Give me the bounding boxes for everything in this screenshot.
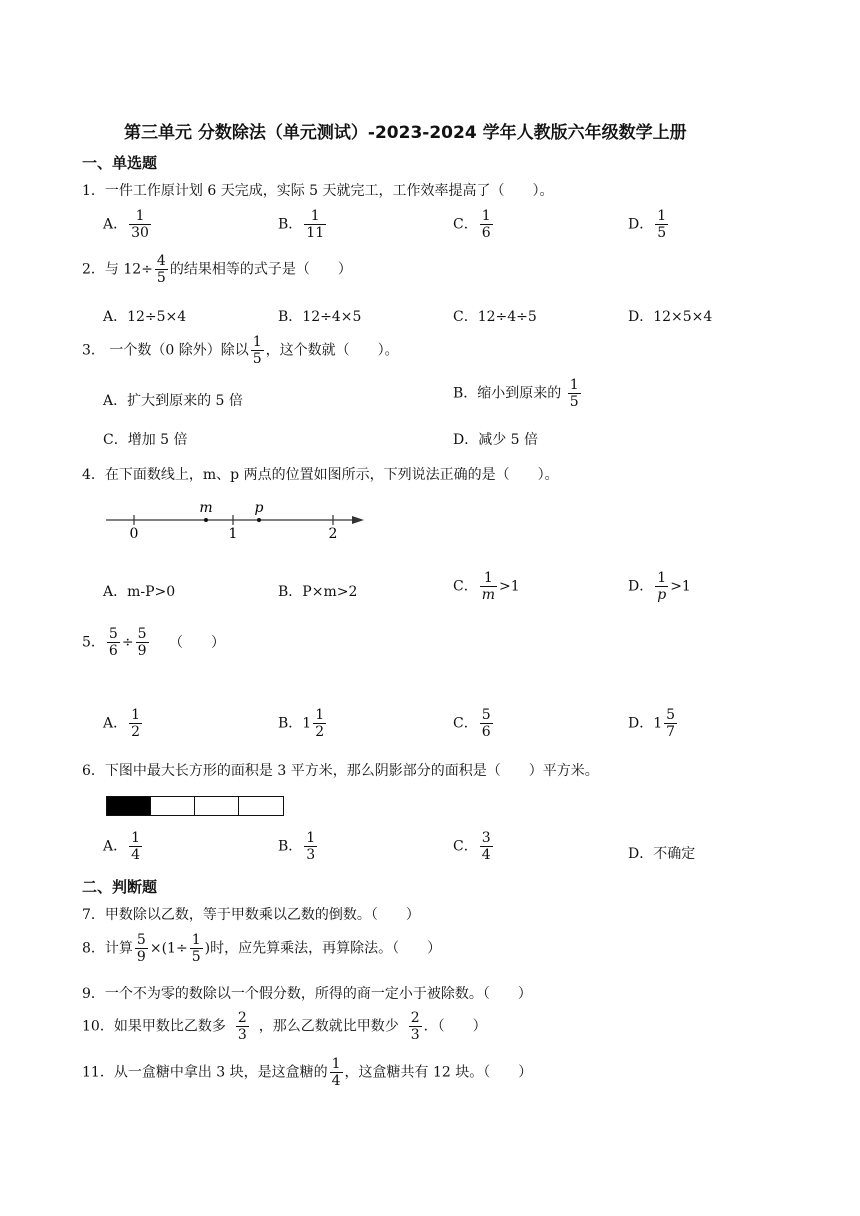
fraction: $\frac{1}{6}$: [481, 208, 491, 242]
question-11-text: 11．从一盒糖中拿出 3 块，是这盒糖的 $\frac{1}{4}$ ，这盒糖共有 12 块。（ ）: [82, 1056, 533, 1090]
q3-option-d[interactable]: D．减少 5 倍: [453, 432, 539, 448]
fraction: $\frac{5}{6}$: [108, 626, 118, 660]
q2-option-d[interactable]: D．12×5×4: [628, 309, 713, 325]
question-1-text: 1．一件工作原计划 6 天完成，实际 5 天就完工，工作效率提高了（ ）。: [82, 183, 554, 199]
fraction: $\frac{2}{3}$: [237, 1010, 247, 1044]
page-title: 第三单元 分数除法（单元测试）-2023-2024 学年人教版六年级数学上册: [124, 123, 687, 143]
q4-option-a[interactable]: A．m-P>0: [103, 584, 176, 600]
q4-option-b[interactable]: B．P×m>2: [278, 584, 358, 600]
question-9-text: 9．一个不为零的数除以一个假分数，所得的商一定小于被除数。（ ）: [82, 986, 532, 1002]
tick-label-0: 0: [129, 526, 139, 542]
fraction: $\frac{1}{2}$: [131, 707, 141, 741]
q5-option-a[interactable]: A． $\frac{1}{2}$: [103, 707, 141, 741]
question-4-text: 4．在下面数线上，m、p 两点的位置如图所示，下列说法正确的是（ ）。: [82, 467, 559, 483]
number-line: [100, 496, 370, 544]
fraction: $\frac{5}{6}$: [481, 707, 491, 741]
fraction: $\frac{5}{7}$: [666, 707, 676, 741]
q1-option-c[interactable]: [453, 208, 495, 241]
q3-option-a[interactable]: A．扩大到原来的 5 倍: [103, 393, 243, 409]
q6-option-a[interactable]: A． $\frac{1}{4}$: [103, 830, 141, 864]
q2-option-c[interactable]: C．12÷4÷5: [453, 309, 537, 325]
fraction: $\frac{1}{4}$: [131, 830, 141, 864]
empty-cell: [239, 797, 283, 815]
q3-option-c[interactable]: C．增加 5 倍: [103, 432, 188, 448]
shaded-cell: [107, 797, 151, 815]
fraction: $\frac{5}{9}$: [136, 932, 146, 966]
q6-option-b[interactable]: B． $\frac{1}{3}$: [278, 830, 316, 864]
point-m: [204, 518, 208, 522]
question-10-text: 10．如果甲数比乙数多 $\frac{2}{3}$ ，那么乙数就比甲数少 $\frac{2}{3}$ ．（ ）: [82, 1010, 487, 1044]
empty-cell: [151, 797, 195, 815]
question-5-text: 5． $\frac{5}{6}$ ÷ $\frac{5}{9}$ （ ）: [82, 626, 225, 660]
fraction: $\frac{2}{3}$: [410, 1010, 420, 1044]
fraction: $\frac{1}{5}$: [657, 208, 667, 242]
point-p: [257, 518, 261, 522]
section-heading-true-false: 二、判断题: [82, 878, 158, 896]
question-3-text: 3． 一个数（0 除外）除以 $\frac{1}{5}$ ，这个数就（ ）。: [82, 334, 399, 368]
fraction: $\frac{5}{9}$: [137, 626, 147, 660]
rectangle-diagram: [106, 796, 284, 816]
fraction: $\frac{1}{30}$: [131, 208, 149, 242]
q1-option-a[interactable]: [103, 208, 153, 241]
fraction: $\frac{1}{m}$: [481, 570, 495, 604]
option-label: C．: [453, 216, 478, 233]
fraction: $\frac{1}{5}$: [252, 334, 262, 368]
q3-option-b[interactable]: B．缩小到原来的 $\frac{1}{5}$: [453, 377, 579, 411]
fraction: $\frac{1}{p}$: [657, 570, 667, 604]
q5-option-c[interactable]: C． $\frac{5}{6}$: [453, 707, 491, 741]
fraction: $\frac{1}{4}$: [331, 1056, 341, 1090]
q2-option-a[interactable]: A．12÷5×4: [103, 309, 187, 325]
option-label: B．: [278, 216, 303, 233]
q4-option-c[interactable]: C． $\frac{1}{m}$ >1: [453, 570, 520, 604]
fraction: $\frac{1}{5}$: [569, 377, 579, 411]
q6-option-c[interactable]: C． $\frac{3}{4}$: [453, 830, 491, 864]
option-label: A．: [103, 216, 128, 233]
fraction: $\frac{1}{11}$: [306, 208, 325, 242]
fraction: $\frac{1}{5}$: [191, 932, 201, 966]
question-2-text: 2．与 12÷ $\frac{4}{5}$ 的结果相等的式子是（ ）: [82, 253, 352, 287]
point-m-label: m: [199, 500, 213, 516]
question-7-text: 7．甲数除以乙数，等于甲数乘以乙数的倒数。（ ）: [82, 907, 420, 923]
tick-label-1: 1: [228, 526, 238, 542]
tick-label-2: 2: [328, 526, 338, 542]
section-heading-single-choice: 一、单选题: [82, 154, 158, 172]
q4-option-d[interactable]: D． $\frac{1}{p}$ >1: [628, 570, 691, 604]
fraction: $\frac{4}{5}$: [156, 253, 166, 287]
fraction: $\frac{3}{4}$: [481, 830, 491, 864]
point-p-label: p: [254, 500, 264, 516]
empty-cell: [195, 797, 239, 815]
q5-option-d[interactable]: D．1 $\frac{5}{7}$: [628, 707, 676, 741]
q1-option-b[interactable]: [278, 208, 328, 241]
number-line-arrow: [352, 516, 364, 524]
fraction: $\frac{1}{3}$: [306, 830, 316, 864]
q2-option-b[interactable]: B．12÷4×5: [278, 309, 362, 325]
question-8-text: 8．计算 $\frac{5}{9}$ ×(1÷ $\frac{1}{5}$ )时，应先算乘法，再算除法。（ ）: [82, 932, 442, 966]
q5-option-b[interactable]: B．1 $\frac{1}{2}$: [278, 707, 325, 741]
question-6-text: 6．下图中最大长方形的面积是 3 平方米，那么阴影部分的面积是（ ）平方米。: [82, 763, 599, 779]
q6-option-d[interactable]: D．不确定: [628, 846, 696, 862]
option-label: D．: [628, 216, 654, 233]
fraction: $\frac{1}{2}$: [315, 707, 325, 741]
q1-option-d[interactable]: [628, 208, 670, 241]
